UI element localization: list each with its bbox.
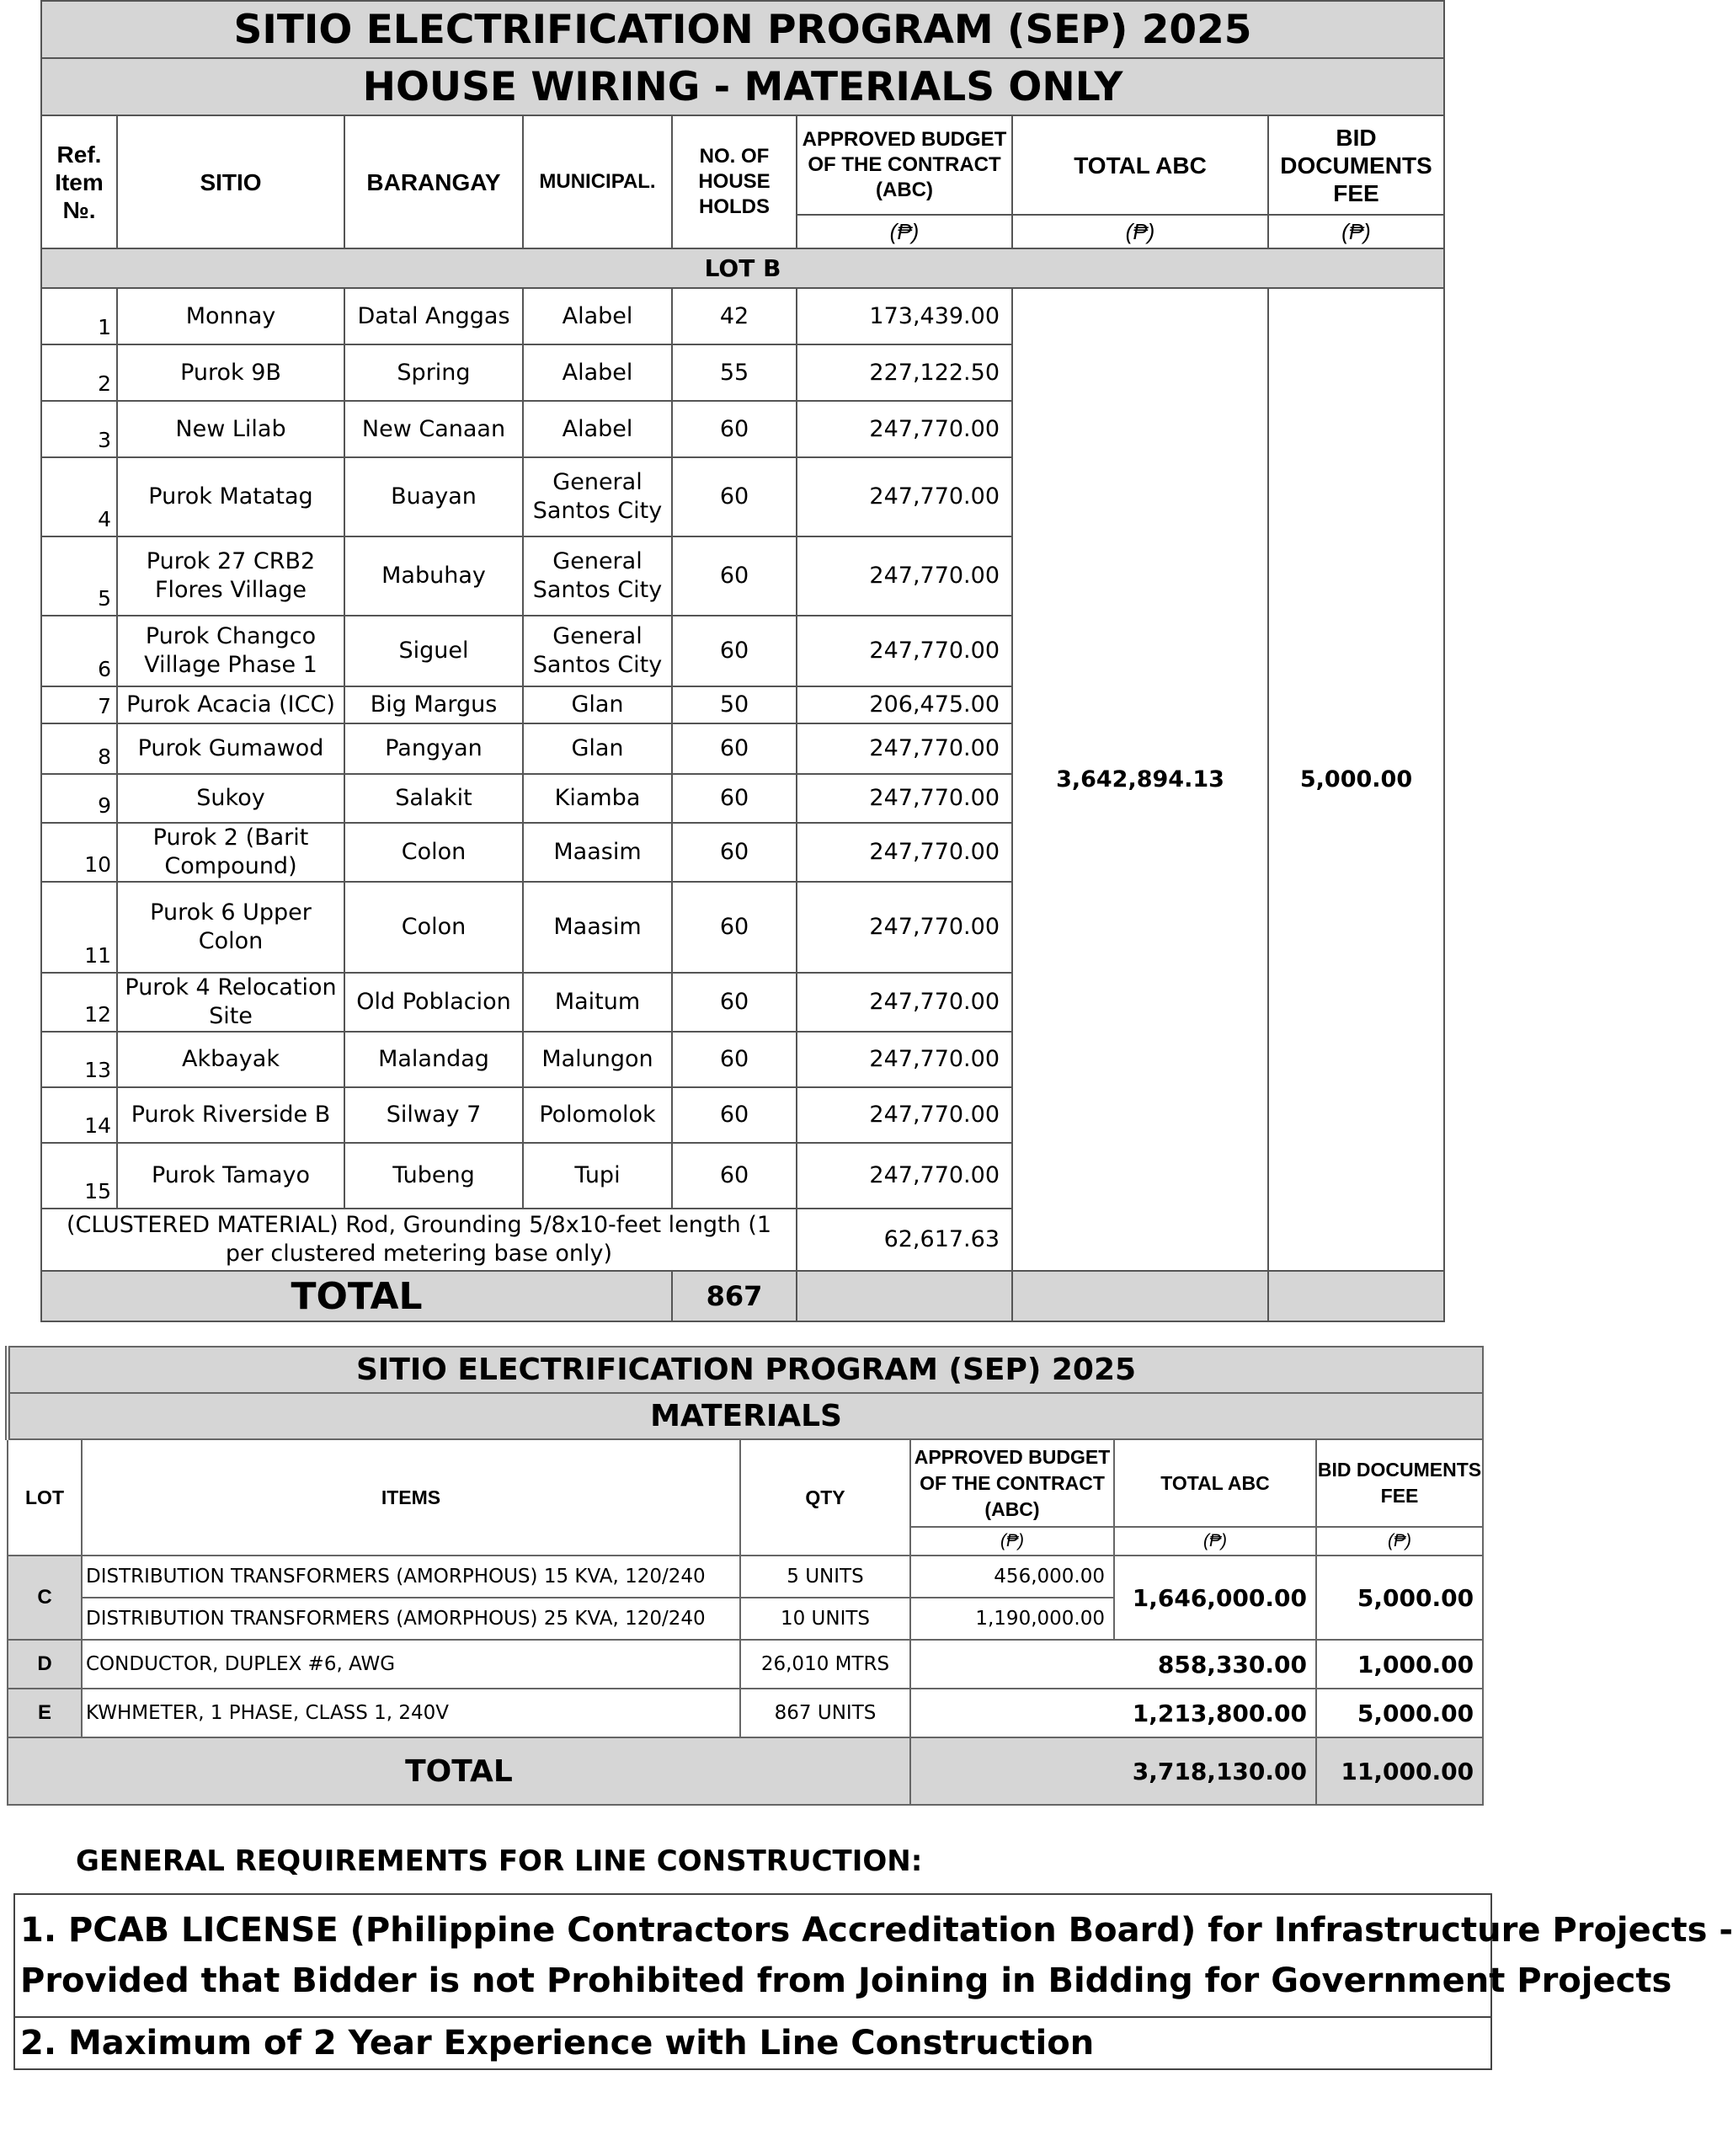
row-number: 12 [84,1002,111,1027]
house-wiring-table [40,0,1445,1322]
qty-cell: 5 UNITS [740,1556,910,1598]
sitio-cell: Akbayak [117,1032,344,1087]
barangay-cell: Siguel [344,616,523,686]
barangay-cell: Buayan [344,457,523,536]
total-row [41,1271,1444,1321]
sitio-cell: Purok Riverside B [117,1087,344,1143]
households-cell: 60 [672,401,797,457]
households-cell: 55 [672,344,797,401]
header-abc: APPROVED BUDGET OF THE CONTRACT (ABC) [797,115,1012,215]
currency-label: (₱) [797,215,1012,248]
barangay-cell: Tubeng [344,1143,523,1209]
abc-cell: 247,770.00 [797,723,1012,774]
abc-cell: 247,770.00 [797,401,1012,457]
abc-cell: 247,770.00 [797,616,1012,686]
qty-cell: 867 UNITS [740,1689,910,1737]
row-number: 1 [98,315,111,339]
table1-subtitle: HOUSE WIRING - MATERIALS ONLY [41,58,1444,115]
header-ref-item: Ref. Item №. [41,115,117,248]
sitio-cell: Purok Matatag [117,457,344,536]
abc-cell: 247,770.00 [797,457,1012,536]
row-number: 6 [98,657,111,681]
abc-cell: 247,770.00 [797,1143,1012,1209]
abc-cell: 227,122.50 [797,344,1012,401]
lot-e-label: E [8,1689,82,1737]
abc-cell: 247,770.00 [797,823,1012,882]
header-abc: APPROVED BUDGET OF THE CONTRACT (ABC) [910,1439,1114,1527]
municipal-cell: General Santos City [523,457,672,536]
currency-label: (₱) [1012,215,1268,248]
requirement-item-2: 2. Maximum of 2 Year Experience with Line Construction [15,2016,1490,2068]
sitio-cell: Purok Acacia (ICC) [117,686,344,723]
row-number: 5 [98,586,111,611]
municipal-cell: Glan [523,723,672,774]
bid-fee-value: 5,000.00 [1268,288,1444,1271]
households-cell: 60 [672,536,797,616]
barangay-cell: Mabuhay [344,536,523,616]
municipal-cell: Maitum [523,973,672,1032]
municipal-cell: Alabel [523,401,672,457]
row-number: 8 [98,744,111,769]
currency-label: (₱) [1316,1527,1483,1556]
lot-d-bid-fee: 1,000.00 [1316,1640,1483,1689]
municipal-cell: Polomolok [523,1087,672,1143]
lot-d-total-abc: 858,330.00 [910,1640,1316,1689]
header-households: NO. OF HOUSE HOLDS [672,115,797,248]
header-total-abc: TOTAL ABC [1012,115,1268,215]
lot-c-label: C [8,1556,82,1640]
municipal-cell: Alabel [523,288,672,344]
currency-label: (₱) [1268,215,1444,248]
sitio-cell: Monnay [117,288,344,344]
total-bid-fee: 11,000.00 [1316,1737,1483,1805]
row-number: 10 [84,852,111,877]
clustered-material-label: (CLUSTERED MATERIAL) Rod, Grounding 5/8x10-feet length (1 per clustered metering base only) [41,1209,797,1271]
barangay-cell: Spring [344,344,523,401]
requirement-item-1-line-2: Provided that Bidder is not Prohibited from Joining in Bidding for Government Projects [20,1961,1672,2000]
households-cell: 60 [672,823,797,882]
total-label: TOTAL [41,1271,672,1321]
municipal-cell: General Santos City [523,616,672,686]
municipal-cell: Kiamba [523,774,672,823]
sitio-cell: Sukoy [117,774,344,823]
sitio-cell: Purok 2 (Barit Compound) [117,823,344,882]
abc-cell: 173,439.00 [797,288,1012,344]
header-municipal: MUNICIPAL. [523,115,672,248]
qty-cell: 26,010 MTRS [740,1640,910,1689]
abc-cell: 247,770.00 [797,536,1012,616]
row-number: 14 [84,1113,111,1138]
barangay-cell: Old Poblacion [344,973,523,1032]
households-cell: 60 [672,882,797,973]
barangay-cell: Pangyan [344,723,523,774]
table2-subtitle: MATERIALS [8,1393,1483,1439]
sitio-cell: Purok 4 Relocation Site [117,973,344,1032]
table-row [8,1689,1483,1737]
requirements-heading: GENERAL REQUIREMENTS FOR LINE CONSTRUCTION: [76,1844,923,1878]
barangay-cell: Malandag [344,1032,523,1087]
materials-table [5,1346,1484,1806]
households-cell: 60 [672,973,797,1032]
header-sitio: SITIO [117,115,344,248]
row-number: 3 [98,428,111,452]
row-number: 15 [84,1179,111,1203]
barangay-cell: Big Margus [344,686,523,723]
barangay-cell: Datal Anggas [344,288,523,344]
item-cell: DISTRIBUTION TRANSFORMERS (AMORPHOUS) 25 KVA, 120/240 [82,1598,740,1640]
abc-cell: 247,770.00 [797,1032,1012,1087]
header-lot: LOT [8,1439,82,1556]
municipal-cell: Tupi [523,1143,672,1209]
households-cell: 60 [672,774,797,823]
requirement-item-1 [15,1895,1733,2016]
total-label: TOTAL [8,1737,910,1805]
municipal-cell: Maasim [523,823,672,882]
table2-title: SITIO ELECTRIFICATION PROGRAM (SEP) 2025 [8,1347,1483,1393]
header-items: ITEMS [82,1439,740,1556]
abc-cell: 247,770.00 [797,882,1012,973]
abc-cell: 1,190,000.00 [910,1598,1114,1640]
header-bid-fee: BID DOCUMENTS FEE [1268,115,1444,215]
barangay-cell: Colon [344,823,523,882]
barangay-cell: Salakit [344,774,523,823]
table-row [8,1556,1483,1598]
item-cell: CONDUCTOR, DUPLEX #6, AWG [82,1640,740,1689]
abc-cell: 206,475.00 [797,686,1012,723]
lot-e-bid-fee: 5,000.00 [1316,1689,1483,1737]
clustered-material-abc: 62,617.63 [797,1209,1012,1271]
row-number: 13 [84,1058,111,1082]
lot-c-total-abc: 1,646,000.00 [1114,1556,1316,1640]
barangay-cell: Colon [344,882,523,973]
header-barangay: BARANGAY [344,115,523,248]
households-cell: 60 [672,723,797,774]
table-row [41,288,1444,344]
total-households: 867 [672,1271,797,1321]
total-abc-value: 3,642,894.13 [1012,288,1268,1271]
municipal-cell: Alabel [523,344,672,401]
abc-cell: 247,770.00 [797,1087,1012,1143]
abc-cell: 247,770.00 [797,973,1012,1032]
sitio-cell: New Lilab [117,401,344,457]
barangay-cell: New Canaan [344,401,523,457]
sitio-cell: Purok Gumawod [117,723,344,774]
table1-title: SITIO ELECTRIFICATION PROGRAM (SEP) 2025 [41,1,1444,58]
header-total-abc: TOTAL ABC [1114,1439,1316,1527]
sitio-cell: Purok Changco Village Phase 1 [117,616,344,686]
row-number: 2 [98,371,111,396]
lot-label: LOT B [41,248,1444,288]
table-row [8,1640,1483,1689]
total-abc: 3,718,130.00 [910,1737,1316,1805]
header-bid-fee: BID DOCUMENTS FEE [1316,1439,1483,1527]
households-cell: 60 [672,1032,797,1087]
sitio-cell: Purok 9B [117,344,344,401]
abc-cell: 456,000.00 [910,1556,1114,1598]
row-number: 11 [84,943,111,968]
lot-d-label: D [8,1640,82,1689]
municipal-cell: Malungon [523,1032,672,1087]
abc-cell: 247,770.00 [797,774,1012,823]
sitio-cell: Purok Tamayo [117,1143,344,1209]
lot-c-bid-fee: 5,000.00 [1316,1556,1483,1640]
currency-label: (₱) [1114,1527,1316,1556]
item-cell: DISTRIBUTION TRANSFORMERS (AMORPHOUS) 15 KVA, 120/240 [82,1556,740,1598]
row-number: 7 [98,694,111,718]
municipal-cell: Maasim [523,882,672,973]
item-cell: KWHMETER, 1 PHASE, CLASS 1, 240V [82,1689,740,1737]
households-cell: 60 [672,457,797,536]
households-cell: 60 [672,1087,797,1143]
municipal-cell: Glan [523,686,672,723]
sitio-cell: Purok 27 CRB2 Flores Village [117,536,344,616]
municipal-cell: General Santos City [523,536,672,616]
households-cell: 42 [672,288,797,344]
households-cell: 60 [672,616,797,686]
barangay-cell: Silway 7 [344,1087,523,1143]
households-cell: 50 [672,686,797,723]
requirements-box [13,1893,1733,2070]
requirement-item-1-line-1: 1. PCAB LICENSE (Philippine Contractors Accreditation Board) for Infrastructure Projects - [20,1911,1733,1950]
row-number: 9 [98,793,111,818]
currency-label: (₱) [910,1527,1114,1556]
lot-e-total-abc: 1,213,800.00 [910,1689,1316,1737]
row-number: 4 [98,507,111,531]
header-qty: QTY [740,1439,910,1556]
sitio-cell: Purok 6 Upper Colon [117,882,344,973]
qty-cell: 10 UNITS [740,1598,910,1640]
total-row [8,1737,1483,1805]
households-cell: 60 [672,1143,797,1209]
